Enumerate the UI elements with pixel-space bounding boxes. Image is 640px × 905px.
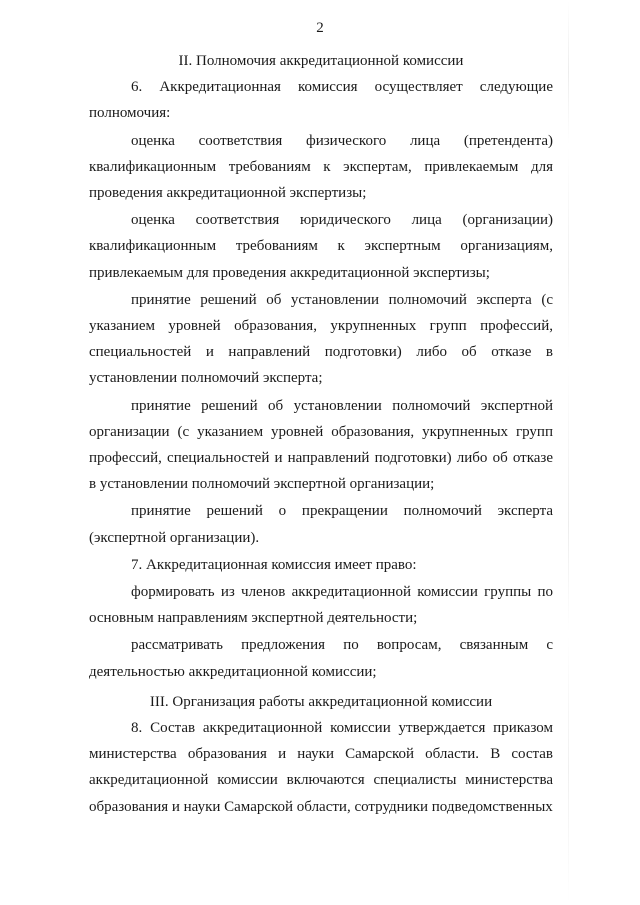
list-item-termination-decision: принятие решений о прекращении полномочий эксперта (экспертной организации). — [89, 503, 553, 546]
list-item-organization-assessment: оценка соответствия юридического лица (организации) квалификационным требованиям к экспертным организациям, привлекаемым для проведения аккредитационной экспертизы; — [89, 212, 553, 281]
section-3-heading: III. Организация работы аккредитационной комиссии — [149, 693, 493, 710]
paragraph-8: 8. Состав аккредитационной комиссии утверждается приказом министерства образования и науки Самарской области. В состав аккредитационной комиссии включаются специалисты министерства образования и науки Самарской области, сотрудники подведомственных — [89, 720, 553, 815]
list-item-organization-powers-decision: принятие решений об установлении полномочий экспертной организации (с указанием уровней образования, укрупненных групп профессий, специальностей и направлений подготовки) либо об отказе в установлении полномочий экспертной организации; — [89, 397, 553, 493]
list-item-individual-assessment: оценка соответствия физического лица (претендента) квалификационным требованиям к экспертам, привлекаемым для проведения аккредитационной экспертизы; — [89, 132, 553, 202]
list-item-form-groups: формировать из членов аккредитационной комиссии группы по основным направлениям экспертной деятельности; — [89, 584, 553, 627]
paragraph-6-intro: 6. Аккредитационная комиссия осуществляет следующие полномочия: — [89, 79, 553, 122]
list-item-consider-proposals: рассматривать предложения по вопросам, связанным с деятельностью аккредитационной комиссии; — [89, 637, 553, 680]
page-number: 2 — [316, 20, 324, 36]
document-body — [89, 48, 553, 820]
scan-edge-shadow — [568, 0, 569, 905]
paragraph-7-intro: 7. Аккредитационная комиссия имеет право: — [131, 556, 417, 573]
section-2-heading: II. Полномочия аккредитационной комиссии — [178, 53, 464, 69]
list-item-expert-powers-decision: принятие решений об установлении полномочий эксперта (с указанием уровней образования, укрупненных групп профессий, специальностей и направлений подготовки) либо об отказе в установлении полномочий эксперта; — [89, 291, 553, 387]
